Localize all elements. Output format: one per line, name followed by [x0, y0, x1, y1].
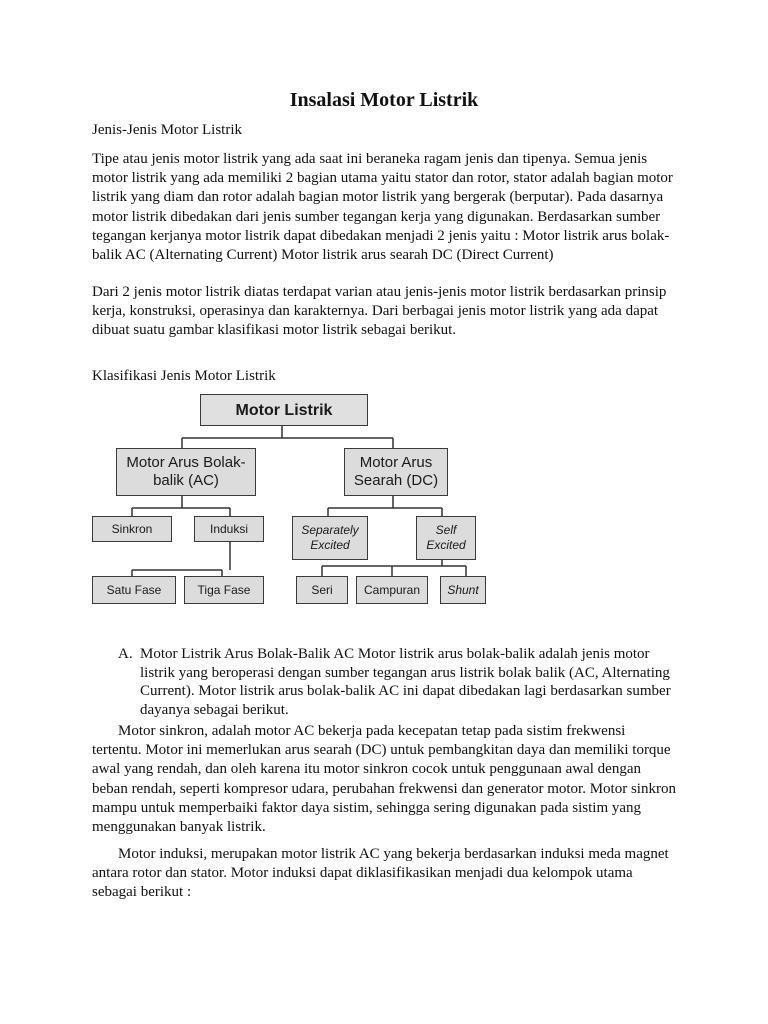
paragraph-intro: Tipe atau jenis motor listrik yang ada saat ini beraneka ragam jenis dan tipenya. Semua jenis motor listrik yang ada memiliki 2 bagian utama yaitu stator dan rotor, stator adalah bagian motor listrik yang diam dan rotor adalah bagian motor listrik yang bergerak (berputar). Pada dasarnya motor listrik dibedakan dari jenis sumber tegangan kerja yang digunakan. Berdasarkan sumber tegangan kerjanya motor listrik dapat dibedakan menjadi 2 jenis yaitu : Motor listrik arus bolak-balik AC (Alternating Current) Motor listrik arus searah DC (Direct Current): [92, 151, 673, 264]
node-induksi: Induksi: [194, 516, 264, 542]
node-campuran: Campuran: [356, 576, 428, 604]
section-subtitle: Jenis-Jenis Motor Listrik: [92, 122, 242, 138]
node-satu-fase: Satu Fase: [92, 576, 176, 604]
node-seri: Seri: [296, 576, 348, 604]
node-self-excited: Self Excited: [416, 516, 476, 560]
paragraph-motor-induksi: Motor induksi, merupakan motor listrik AC yang bekerja berdasarkan induksi meda magnet antara rotor dan stator. Motor induksi dapat diklasifikasikan menjadi dua kelompok utama sebagai berikut :: [92, 846, 669, 901]
node-motor-ac: Motor Arus Bolak- balik (AC): [116, 448, 256, 496]
node-tiga-fase: Tiga Fase: [184, 576, 264, 604]
diagram-heading: Klasifikasi Jenis Motor Listrik: [92, 368, 276, 384]
paragraph-variants: Dari 2 jenis motor listrik diatas terdapat varian atau jenis-jenis motor listrik berdasarkan prinsip kerja, konstruksi, operasinya dan karakternya. Dari berbagai jenis motor listrik yang ada dapat dibuat suatu gambar klasifikasi motor listrik sebagai berikut.: [92, 284, 667, 339]
paragraph-motor-sinkron: Motor sinkron, adalah motor AC bekerja pada kecepatan tetap pada sistim frekwensi tertentu. Motor ini memerlukan arus searah (DC) untuk pembangkitan daya dan memiliki torque awal yang rendah, dan oleh karena itu motor sinkron cocok untuk penggunaan awal dengan beban rendah, seperti kompresor udara, perubahan frekwensi dan generator motor. Motor sinkron mampu untuk memperbaiki faktor daya sistim, sehingga sering digunakan pada sistim yang menggunakan banyak listrik.: [92, 723, 676, 836]
list-item-text: Motor Listrik Arus Bolak-Balik AC Motor listrik arus bolak-balik adalah jenis motor listrik yang beroperasi dengan sumber tegangan arus listrik bolak balik (AC, Alternating Current). Motor listrik arus bolak-balik AC ini dapat dibedakan lagi berdasarkan sumber dayanya sebagai berikut.: [140, 646, 671, 718]
list-marker: A.: [118, 646, 133, 662]
node-motor-listrik: Motor Listrik: [200, 394, 368, 426]
list-item-ac: [118, 645, 678, 719]
classification-diagram: [88, 392, 488, 612]
document-title: Insalasi Motor Listrik: [289, 89, 479, 111]
node-shunt: Shunt: [440, 576, 486, 604]
node-sinkron: Sinkron: [92, 516, 172, 542]
node-motor-dc: Motor Arus Searah (DC): [344, 448, 448, 496]
node-separately-excited: Separately Excited: [292, 516, 368, 560]
